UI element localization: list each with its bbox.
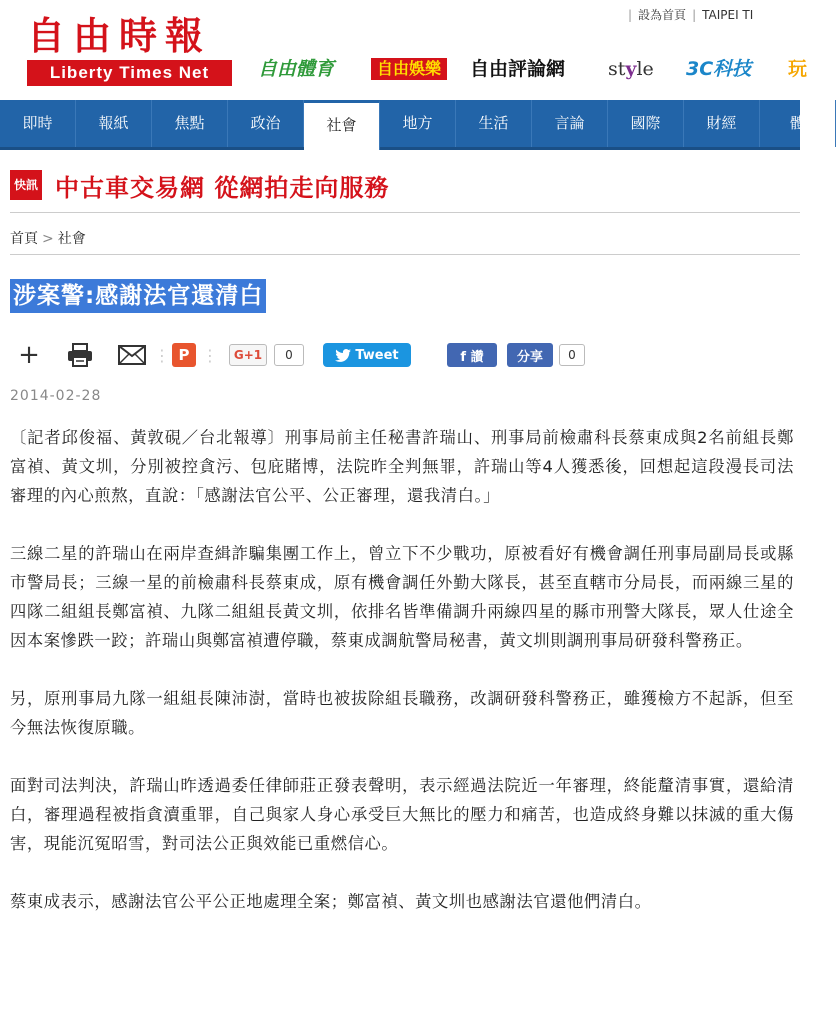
article-paragraph: 面對司法判決，許瑞山昨透過委任律師莊正發表聲明，表示經過法院近一年審理，終能釐清事實，還給清白，審理過程被指貪瀆重罪，自己與家人身心承受巨大無比的壓力和痛苦，也造成終身難以抹滅的重大傷害，現能沉冤昭雪，對司法公正與效能已重燃信心。 — [10, 776, 794, 853]
style-logo-text-a: st — [608, 58, 626, 80]
partner-sports-logo[interactable]: 自由體育 — [258, 58, 335, 80]
google-plus-button[interactable]: G+1 — [229, 344, 267, 366]
nav-item-society[interactable]: 社會 — [304, 100, 380, 150]
article-paragraph: 三線二星的許瑞山在兩岸查緝詐騙集團工作上，曾立下不少戰功，原被看好有機會調任刑事局副局長或縣市警局長；三線一星的前檢肅科長蔡東成，原有機會調任外勤大隊長，甚至直轄市分局長，而兩線三星的四隊二組組長鄭富禎、九隊二組組長黃文圳，依排名皆準備調升兩線四星的縣市刑警大隊長，眾人仕途全因本案慘跌一跤；許瑞山與鄭富禎遭停職，蔡東成調航警局秘書，黃文圳則調刑事局研發科警務正。 — [10, 544, 794, 650]
site-logo[interactable] — [27, 14, 232, 86]
breaking-news — [10, 170, 389, 200]
nav-item-world[interactable]: 國際 — [608, 100, 684, 147]
print-icon[interactable] — [65, 342, 95, 368]
nav-item-local[interactable]: 地方 — [380, 100, 456, 147]
breaking-badge: 快訊 — [10, 170, 42, 200]
tweet-button[interactable] — [323, 343, 411, 367]
plurk-share-button[interactable]: P — [172, 343, 196, 367]
article-paragraph: 另，原刑事局九隊一組組長陳沛澍，當時也被拔除組長職務，改調研發科警務正，雖獲檢方不起訴，但至今無法恢復原職。 — [10, 689, 794, 737]
nav-item-realtime[interactable]: 即時 — [0, 100, 76, 147]
article-title: 涉案警:感謝法官還清白 — [10, 279, 266, 313]
logo-chinese: 自由時報 — [27, 13, 212, 58]
taipei-times-link[interactable]: TAIPEI TI — [702, 8, 754, 22]
breadcrumb-home-link[interactable]: 首頁 — [10, 231, 38, 247]
nav-item-focus[interactable]: 焦點 — [152, 100, 228, 147]
nav-item-politics[interactable]: 政治 — [228, 100, 304, 147]
style-logo-text-c: le — [636, 58, 654, 80]
divider — [10, 212, 800, 213]
nav-item-sports[interactable]: 體 — [760, 100, 836, 147]
partner-entertainment-logo[interactable]: 自由娛樂 — [371, 58, 447, 80]
logo-english: Liberty Times Net — [27, 60, 232, 86]
facebook-share-button[interactable]: 分享 — [507, 343, 553, 367]
partner-tech-logo[interactable]: 3C科技 — [686, 58, 752, 80]
twitter-bird-icon — [335, 349, 351, 362]
nav-item-business[interactable]: 財經 — [684, 100, 760, 147]
breadcrumb-section-link[interactable]: 社會 — [57, 231, 86, 247]
divider: | — [628, 8, 633, 22]
breaking-headline-link[interactable]: 中古車交易網 從網拍走向服務 — [55, 173, 390, 202]
article-paragraph: 蔡東成表示，感謝法官公平公正地處理全案；鄭富禎、黃文圳也感謝法官還他們清白。 — [10, 892, 652, 911]
divider — [10, 254, 800, 255]
facebook-like-button[interactable]: f 讚 — [447, 343, 497, 367]
article-body — [10, 423, 794, 945]
nav-item-life[interactable]: 生活 — [456, 100, 532, 147]
partner-commentary-logo[interactable]: 自由評論網 — [470, 58, 566, 80]
font-enlarge-button[interactable]: + — [18, 340, 40, 370]
partner-style-logo[interactable] — [608, 55, 654, 83]
google-plus-count: 0 — [274, 344, 304, 366]
breadcrumb — [10, 228, 86, 248]
article-date: 2014-02-28 — [10, 388, 102, 404]
separator-icon: ⋮ — [202, 345, 218, 365]
set-homepage-link[interactable]: 設為首頁 — [638, 8, 687, 22]
top-links — [622, 6, 800, 23]
tweet-label: Tweet — [355, 347, 399, 363]
article-paragraph: 〔記者邱俊福、黃敦硯／台北報導〕刑事局前主任秘書許瑞山、刑事局前檢肅科長蔡東成與2名前組長鄭富禎、黃文圳，分別被控貪污、包庇賭博，法院昨全判無罪，許瑞山等4人獲悉後，回想起這段漫長司法審理的內心煎熬，直說：「感謝法官公平、公正審理，還我清白。」 — [10, 428, 794, 505]
separator-icon: ⋮ — [154, 345, 170, 365]
nav-item-newspaper[interactable]: 報紙 — [76, 100, 152, 147]
share-toolbar — [10, 342, 790, 368]
main-nav — [0, 100, 805, 150]
divider: | — [692, 8, 697, 22]
nav-item-opinion[interactable]: 言論 — [532, 100, 608, 147]
partner-more-logo[interactable]: 玩 — [788, 58, 808, 80]
email-icon[interactable] — [117, 342, 147, 368]
style-logo-text-b: y — [625, 58, 637, 80]
breadcrumb-arrow: > — [42, 231, 54, 247]
facebook-share-count: 0 — [559, 344, 585, 366]
